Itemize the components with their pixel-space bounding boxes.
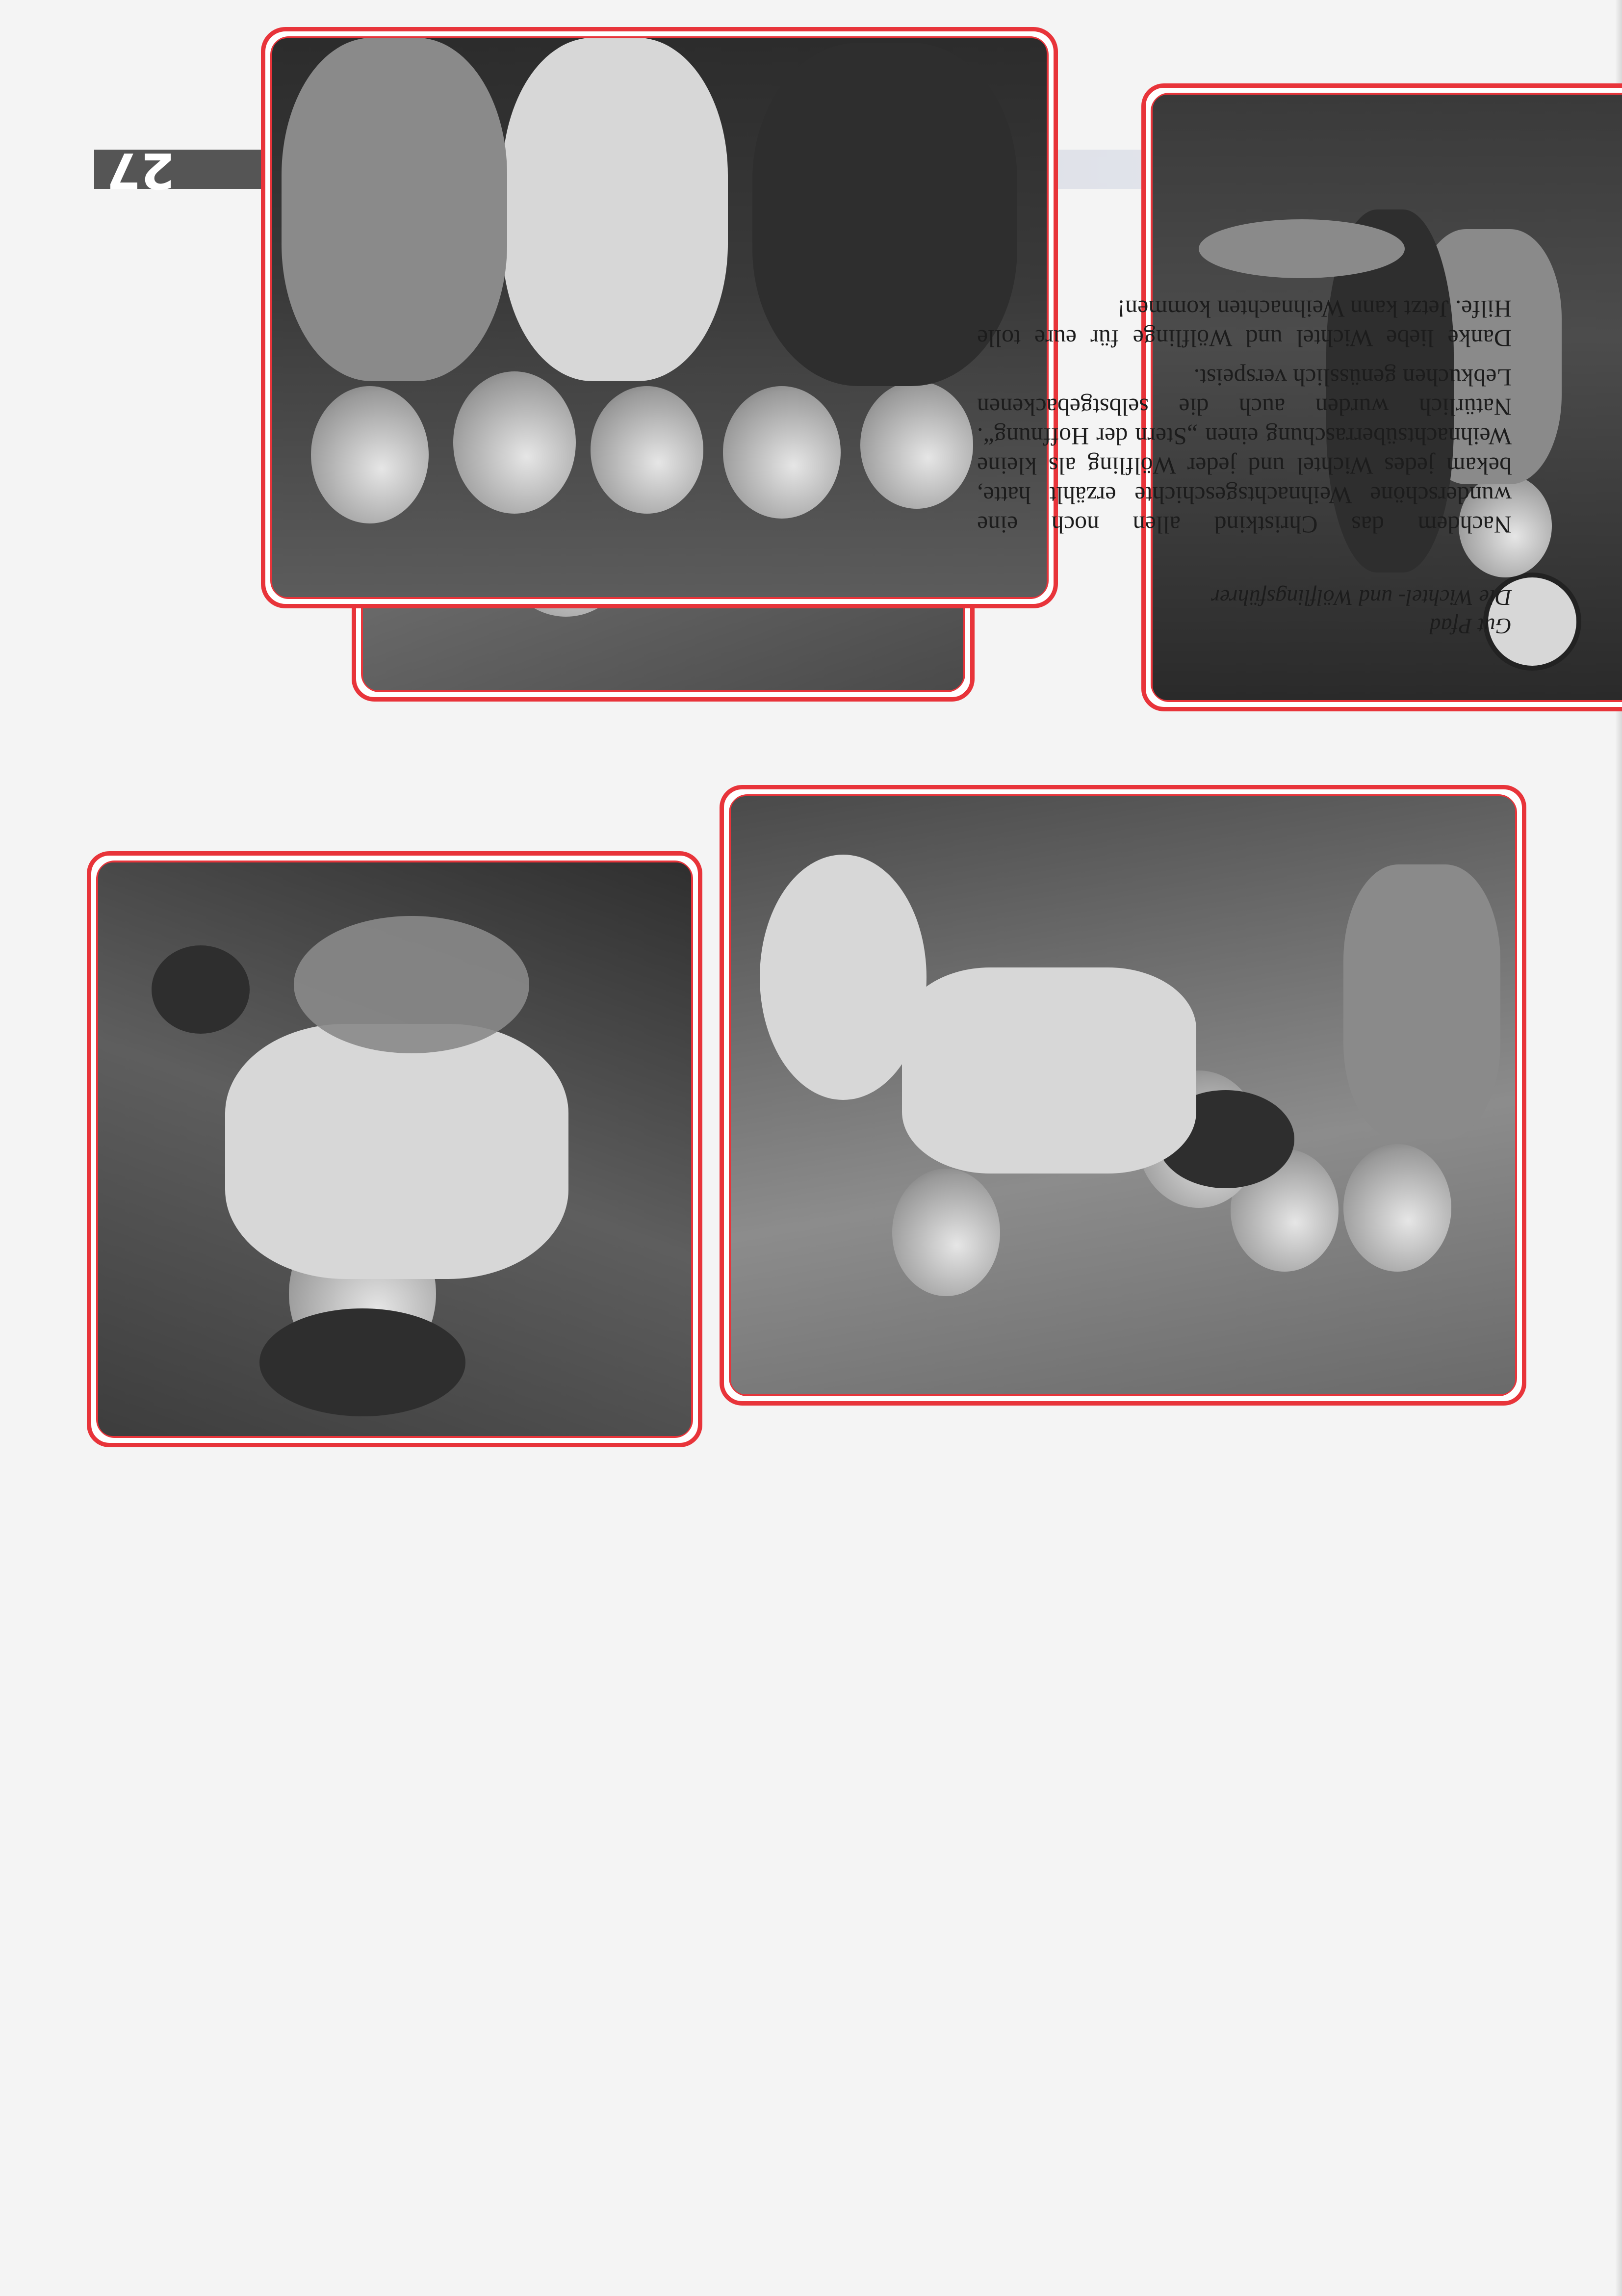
article-paragraph-1: Nachdem das Christkind allen noch eine wunderschöne Weihnachtsgeschichte erzählt hatte, bekam jedes Wichtel und jeder Wölfling als kleine Weihnachtsüberraschung einen „Stern der Hoffnung“. Natürlich wurden auch die selbstgebackenen Lebkuchen genüsslich verspeist. xyxy=(977,364,1512,539)
article-text xyxy=(977,285,1512,540)
photo-image xyxy=(98,862,691,1436)
photo-image xyxy=(731,796,1515,1394)
page-number-box xyxy=(94,142,288,199)
photo-image xyxy=(272,38,1047,597)
photo-girl-tray xyxy=(87,851,702,1447)
page-number: 27 xyxy=(106,142,175,199)
greeting: Gut Pfad xyxy=(1429,614,1512,639)
article-paragraph-2: Danke liebe Wichtel und Wölflinge für eure tolle Hilfe. Jetzt kann Weihnachten kommen! xyxy=(977,295,1512,352)
photo-children-table xyxy=(720,785,1526,1406)
photo-costume-group xyxy=(261,27,1058,608)
signature: Die Wichtel- und Wölflingsführer xyxy=(1211,585,1512,610)
article-signature-block xyxy=(977,583,1512,640)
